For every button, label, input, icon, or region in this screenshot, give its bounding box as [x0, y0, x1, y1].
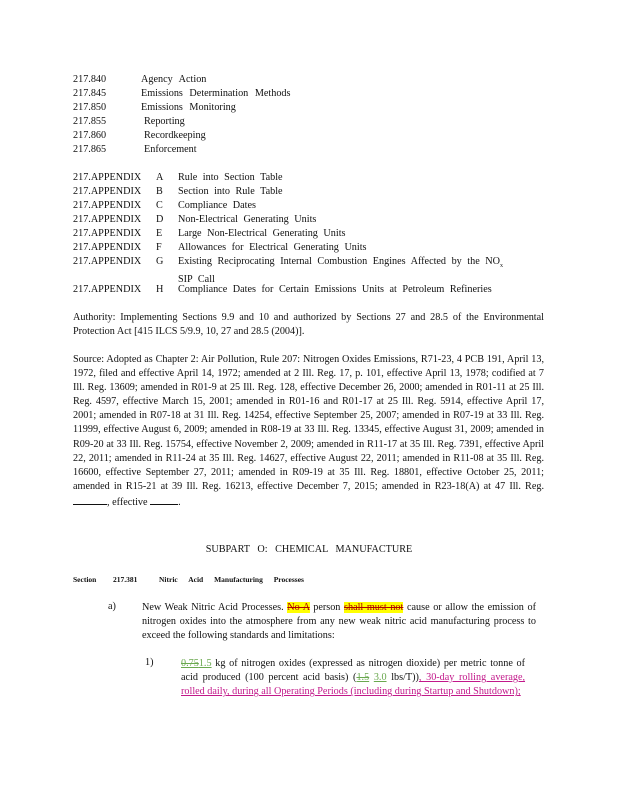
paragraph-1 [181, 657, 525, 699]
toc-title: Agency Action [141, 74, 207, 85]
appendix-title-continued: SIP Call [178, 274, 215, 286]
inserted-value: 1.5 [198, 658, 212, 669]
paragraph-text: lbs/T)) [391, 672, 419, 684]
deleted-text: No A [287, 602, 310, 613]
appendix-letter: E [156, 228, 163, 239]
toc-title: Emissions Determination Methods [141, 88, 291, 99]
appendix-number: 217.APPENDIX [73, 172, 142, 183]
paragraph-text: person [313, 602, 341, 613]
appendix-title: Large Non-Electrical Generating Units [178, 228, 346, 239]
paragraph-lead: New Weak Nitric Acid Processes. [142, 602, 284, 613]
appendix-number: 217.APPENDIX [73, 256, 142, 267]
appendix-letter: B [156, 186, 163, 197]
toc-number: 217.850 [73, 102, 107, 113]
appendix-title: Non-Electrical Generating Units [178, 214, 317, 225]
toc-title: Emissions Monitoring [141, 102, 236, 113]
toc-number: 217.855 [73, 116, 107, 127]
toc-number: 217.865 [73, 144, 107, 155]
source-note: Source: Adopted as Chapter 2: Air Pollution, Rule 207: Nitrogen Oxides Emissions, R71-23, 4 PCB 191, April 13, 1972, filed and effective April 14, 1972; amended at 2 Ill. Reg. 17, p. 101, effective April 13, 1978; codified at 7 Ill. Reg. 13609; amended in R01-9 at 25 Ill. Reg. 128, effective December 26, 2000; amended in R01-11 at 25 Ill. Reg. 4597, effective March 15, 2001; amended in R01-16 and R01-17 at 25 Ill. Reg. 5914, effective April 17, 2001; amended in R07-18 at 31 Ill. Reg. 14254, effective September 25, 2007; amended in R07-19 at 33 Ill. Reg. 11999, effective August 6, 2009; amended in R08-19 at 33 Ill. Reg. 13345, effective August 31, 2009; amended in R09-20 at 33 Ill. Reg. 15754, effective November 2, 2009; amended in R11-17 at 35 Ill. Reg. 7391, effective April 22, 2011; amended in R11-24 at 35 Ill. Reg. 14627, effective August 22, 2011; amended in R11-08 at 35 Ill. Reg. 16600, effective September 27, 2011; amended in R09-19 at 35 Ill. Reg. 18801, effective October 25, 2011; amended in R15-21 at 39 Ill. Reg. 16213, effective December 7, 2015; amended in R23-18(A) at 47 Ill. Reg. , effective . [73, 354, 544, 508]
appendix-number: 217.APPENDIX [73, 242, 142, 253]
appendix-number: 217.APPENDIX [73, 214, 142, 225]
deleted-text: shall must not [344, 602, 404, 613]
source-tail: , effective [107, 496, 148, 508]
appendix-title: Compliance Dates for Certain Emissions Units at Petroleum Refineries [178, 284, 492, 295]
section-label: Section [73, 575, 97, 584]
toc-number: 217.845 [73, 88, 107, 99]
appendix-number: 217.APPENDIX [73, 186, 142, 197]
deleted-value: 0.75 [181, 658, 199, 669]
toc-title: Enforcement [144, 144, 197, 155]
appendix-title: Allowances for Electrical Generating Units [178, 242, 367, 253]
appendix-title: Rule into Section Table [178, 172, 283, 183]
appendix-title-subscript: x [500, 263, 504, 270]
toc-title: Recordkeeping [144, 130, 206, 141]
paragraph-text: kg of nitrogen oxides (expressed as nitrogen dioxide) per metric tonne of acid produced (100 percent acid basis) ( [181, 658, 526, 684]
subpart-heading: SUBPART O: CHEMICAL MANUFACTURE [205, 544, 413, 555]
appendix-title: Compliance Dates [178, 200, 256, 211]
source-text: Source: Adopted as Chapter 2: Air Pollution, Rule 207: Nitrogen Oxides Emissions, R71-23, 4 PCB 191, April 13, 1972, filed and effective April 14, 1972; amended at 2 Ill. Reg. 17, p. 101, effective April 13, 1978; codified at 7 Ill. Reg. 13609; amended in R01-9 at 25 Ill. Reg. 128, effective December 26, 2000; amended in R01-11 at 25 Ill. Reg. 4597, effective March 15, 2001; amended in R01-16 and R01-17 at 25 Ill. Reg. 5914, effective April 17, 2001; amended in R07-18 at 31 Ill. Reg. 14254, effective September 25, 2007; amended in R07-19 at 33 Ill. Reg. 11999, effective August 6, 2009; amended in R08-19 at 33 Ill. Reg. 13345, effective August 31, 2009; amended in R09-20 at 33 Ill. Reg. 15754, effective November 2, 2009; amended in R11-17 at 35 Ill. Reg. 7391, effective April 22, 2011; amended in R11-24 at 35 Ill. Reg. 14627, effective August 22, 2011; amended in R11-08 at 35 Ill. Reg. 16600, effective September 27, 2011; amended in R09-19 at 35 Ill. Reg. 18801, effective October 25, 2011; amended in R15-21 at 39 Ill. Reg. 16213, effective December 7, 2015; amended in R23-18(A) at 47 Ill. Reg. [73, 354, 544, 492]
blank-line [150, 494, 178, 505]
authority-note: Authority: Implementing Sections 9.9 and 10 and authorized by Sections 27 and 28.5 of the Environmental Protection Act [415 ILCS 5/9.9, 10, 27 and 28.5 (2004)]. [73, 312, 544, 338]
deleted-value: 1.5 [356, 672, 370, 684]
appendix-letter: H [156, 284, 164, 295]
paragraph-a [142, 601, 536, 643]
appendix-number: 217.APPENDIX [73, 228, 142, 239]
appendix-title: Section into Rule Table [178, 186, 283, 197]
appendix-number: 217.APPENDIX [73, 200, 142, 211]
appendix-letter: C [156, 200, 163, 211]
appendix-number: 217.APPENDIX [73, 284, 142, 295]
paragraph-marker: 1) [145, 657, 154, 668]
appendix-letter: A [156, 172, 164, 183]
section-title: Nitric Acid Manufacturing Processes [159, 575, 304, 584]
paragraph-marker: a) [108, 601, 116, 612]
paragraph-text: cause or allow the emission of nitrogen oxides into the atmosphere from any new weak nitric acid manufacturing process to exceed the following standards and limitations: [142, 602, 536, 642]
appendix-letter: F [156, 242, 162, 253]
toc-number: 217.840 [73, 74, 107, 85]
section-number: 217.381 [113, 575, 138, 584]
appendix-letter: D [156, 214, 164, 225]
appendix-title-text: Existing Reciprocating Internal Combustion Engines Affected by the NO [178, 256, 501, 267]
blank-line [73, 494, 107, 505]
appendix-letter: G [156, 256, 164, 267]
inserted-value: 3.0 [373, 672, 387, 684]
inserted-text: , 30-day rolling average, rolled daily, during all Operating Periods (including during Startup and Shutdown); [181, 672, 526, 698]
toc-number: 217.860 [73, 130, 107, 141]
toc-title: Reporting [144, 116, 185, 127]
